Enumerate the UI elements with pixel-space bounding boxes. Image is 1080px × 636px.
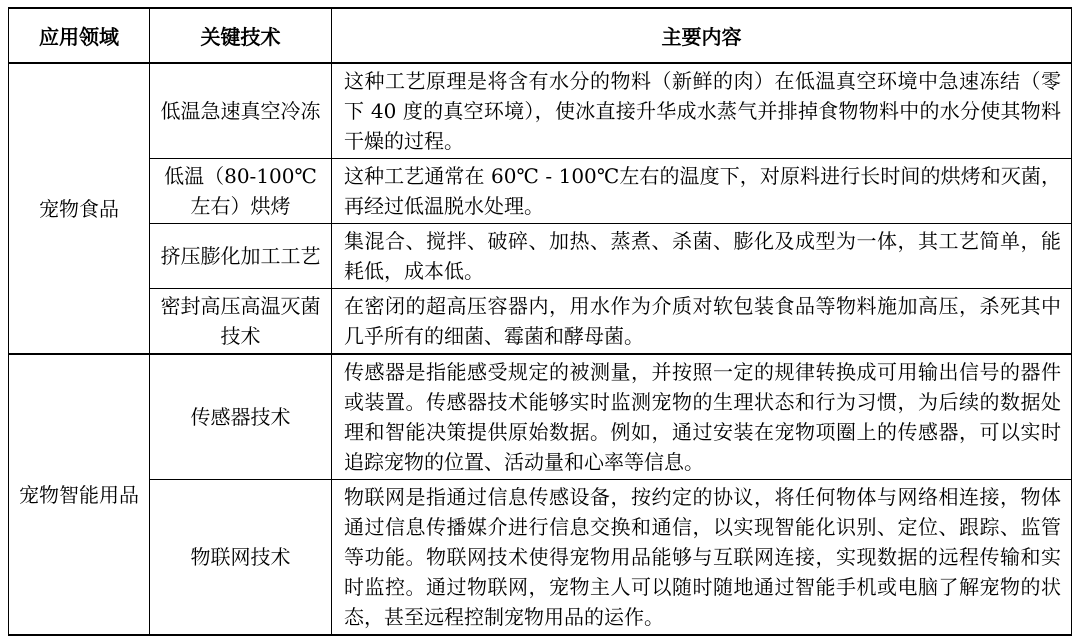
tech-table-container <box>8 7 1072 636</box>
content-cell: 这种工艺通常在 60℃ - 100℃左右的温度下，对原料进行长时间的烘烤和灭菌，再经过低温脱水处理。 <box>332 159 1072 224</box>
tech-cell: 低温（80-100℃左右）烘烤 <box>150 159 332 224</box>
table-row <box>9 354 1072 480</box>
tech-cell: 传感器技术 <box>150 354 332 480</box>
content-cell: 物联网是指通过信息传感设备，按约定的协议，将任何物体与网络相连接，物体通过信息传播媒介进行信息交换和通信，以实现智能化识别、定位、跟踪、监管等功能。物联网技术使得宠物用品能够与互联网连接，实现数据的远程传输和实时监控。通过物联网，宠物主人可以随时随地通过智能手机或电脑了解宠物的状态，甚至远程控制宠物用品的运作。 <box>332 480 1072 636</box>
tech-cell: 物联网技术 <box>150 480 332 636</box>
table-row <box>9 224 1072 289</box>
header-content: 主要内容 <box>332 8 1072 63</box>
tech-cell: 挤压膨化加工工艺 <box>150 224 332 289</box>
content-cell: 传感器是指能感受规定的被测量，并按照一定的规律转换成可用输出信号的器件或装置。传感器技术能够实时监测宠物的生理状态和行为习惯，为后续的数据处理和智能决策提供原始数据。例如，通过安装在宠物项圈上的传感器，可以实时追踪宠物的位置、活动量和心率等信息。 <box>332 354 1072 480</box>
header-tech: 关键技术 <box>150 8 332 63</box>
header-row <box>9 8 1072 63</box>
table-row <box>9 480 1072 636</box>
table-row <box>9 63 1072 159</box>
content-cell: 集混合、搅拌、破碎、加热、蒸煮、杀菌、膨化及成型为一体，其工艺简单，能耗低，成本低。 <box>332 224 1072 289</box>
table-row <box>9 289 1072 355</box>
content-cell: 这种工艺原理是将含有水分的物料（新鲜的肉）在低温真空环境中急速冻结（零下 40 度的真空环境），使冰直接升华成水蒸气并排掉食物物料中的水分使其物料干燥的过程。 <box>332 63 1072 159</box>
area-cell-smart-products: 宠物智能用品 <box>9 354 150 635</box>
tech-cell: 密封高压高温灭菌技术 <box>150 289 332 355</box>
key-technology-table <box>8 7 1072 636</box>
header-area: 应用领域 <box>9 8 150 63</box>
table-row <box>9 159 1072 224</box>
tech-cell: 低温急速真空冷冻 <box>150 63 332 159</box>
content-cell: 在密闭的超高压容器内，用水作为介质对软包装食品等物料施加高压，杀死其中几乎所有的细菌、霉菌和酵母菌。 <box>332 289 1072 355</box>
area-cell-pet-food: 宠物食品 <box>9 63 150 354</box>
